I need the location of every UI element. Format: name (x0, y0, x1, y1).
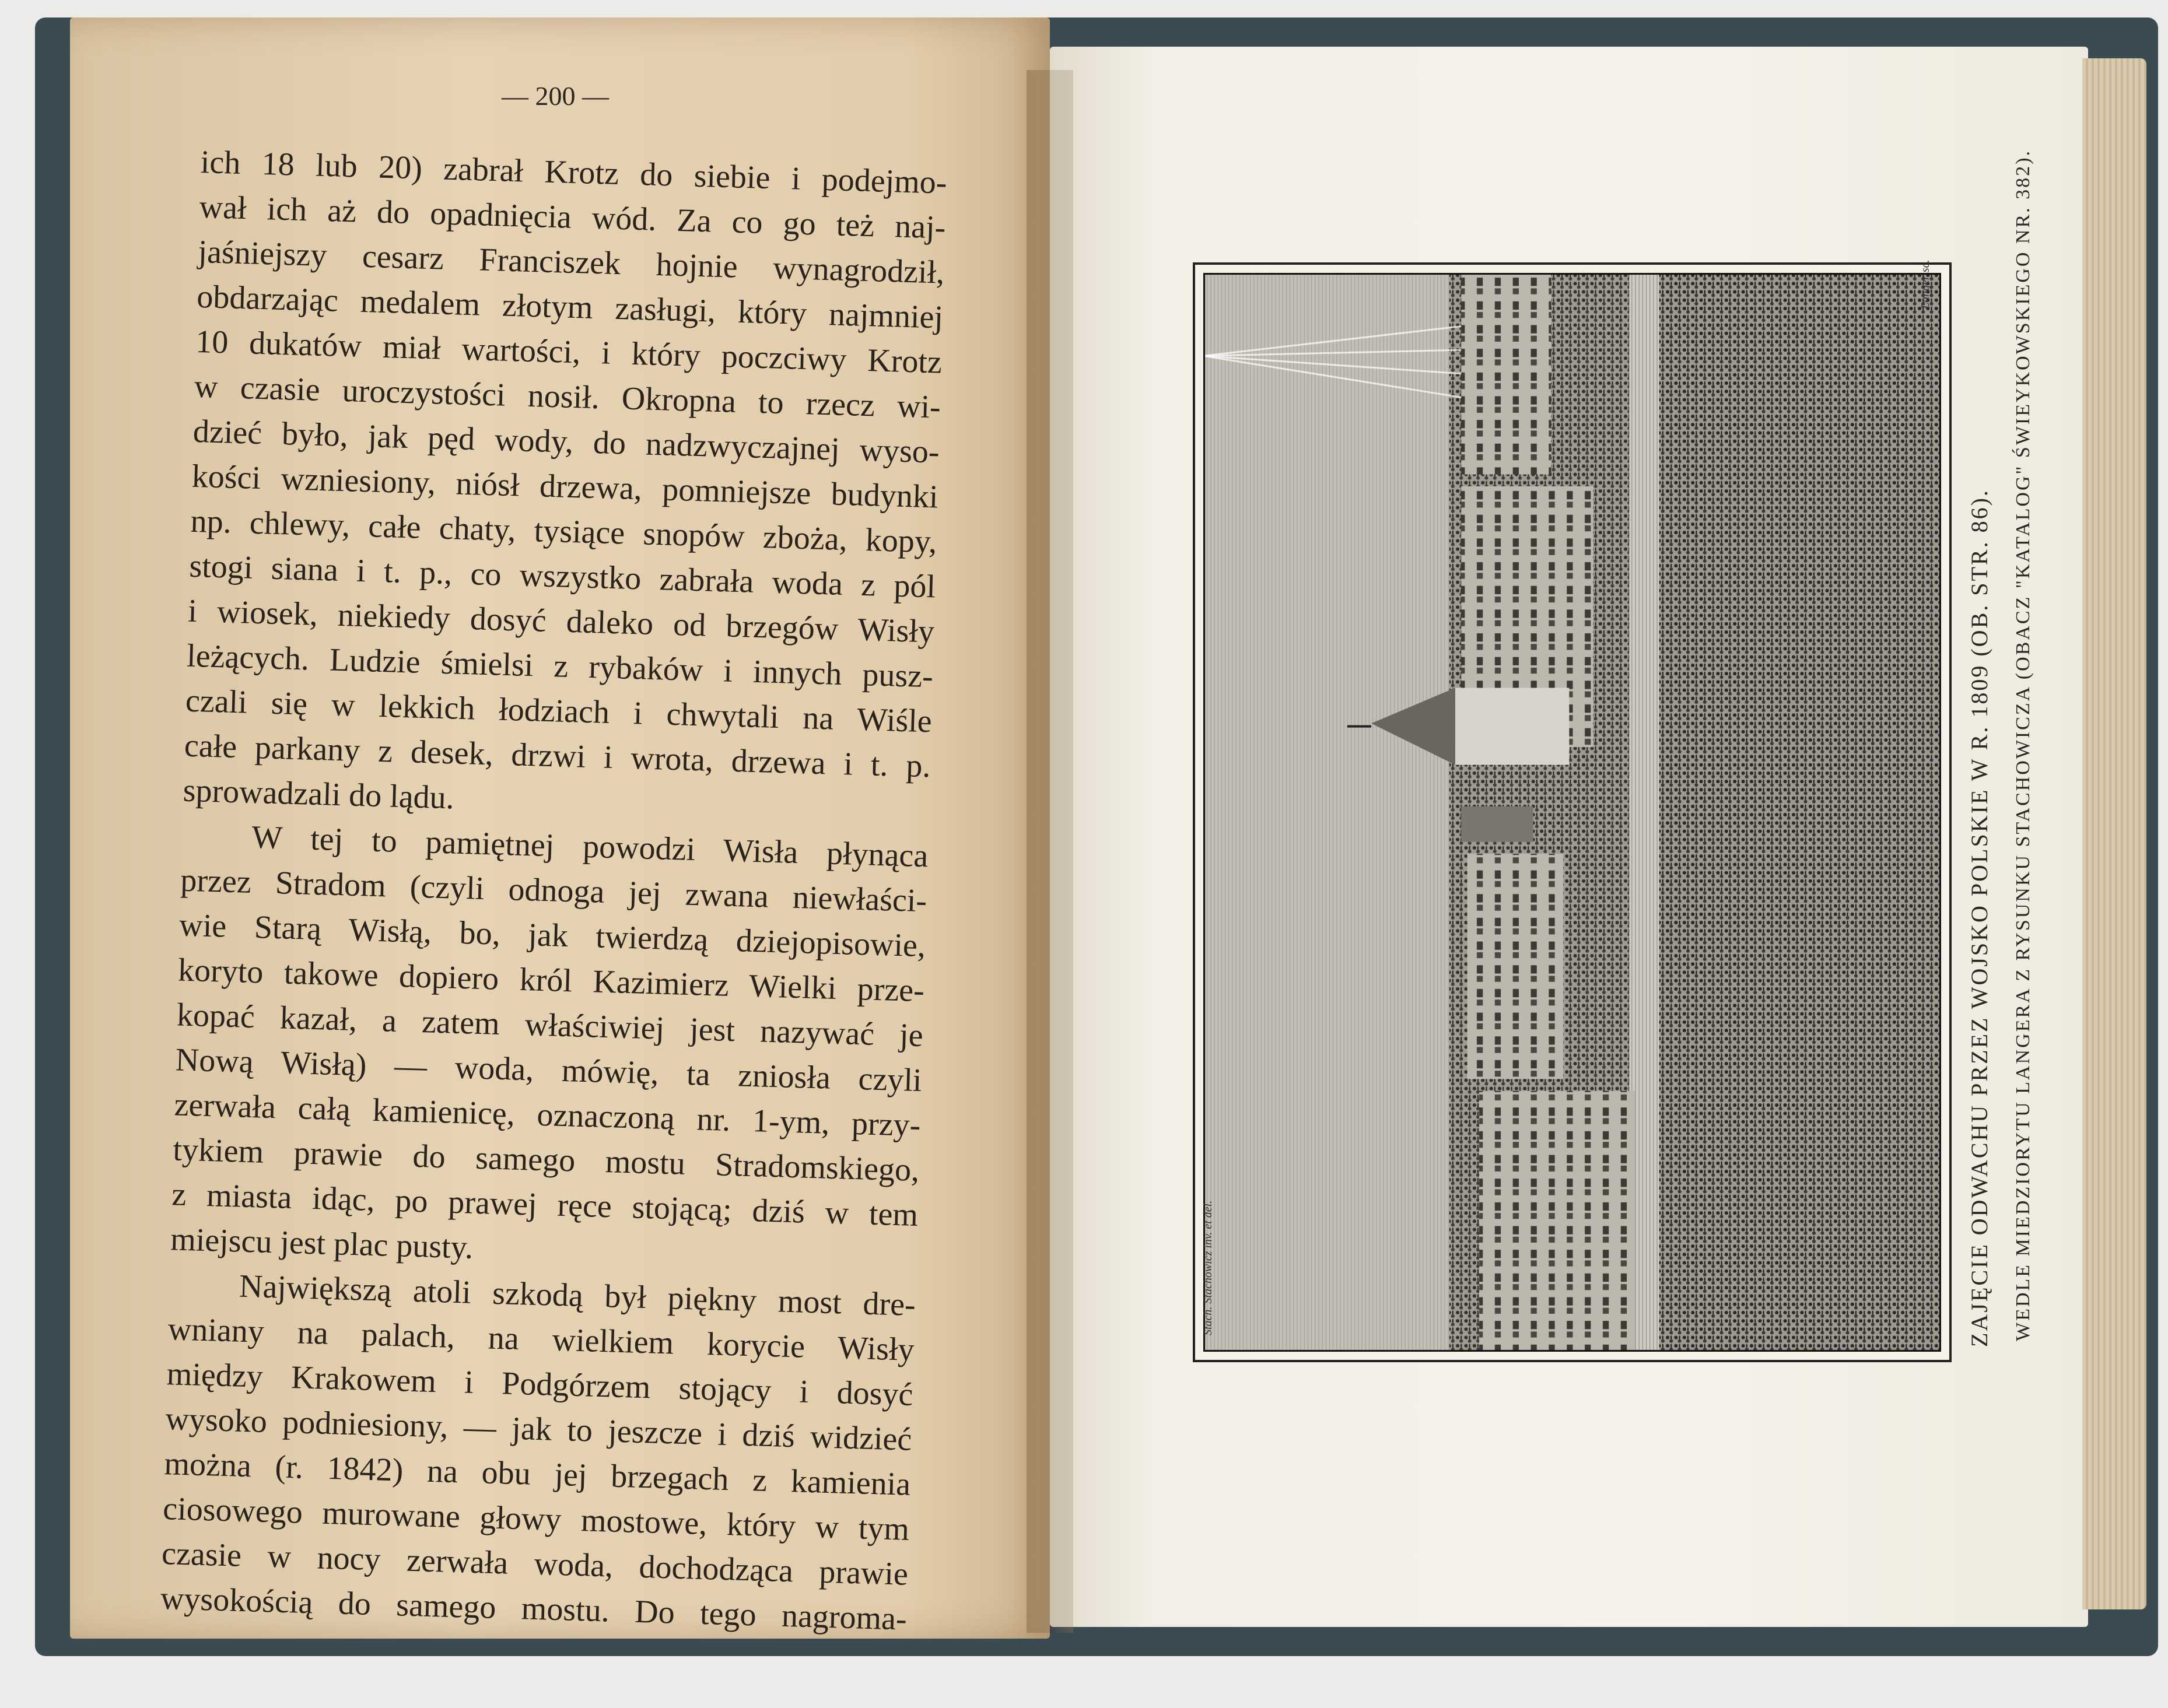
text-line: wie Starą Wisłą, bo, jak twierdzą dziejopisowie, (178, 907, 926, 965)
text-line: wał ich aż do opadnięcia wód. Za co go też naj- (198, 188, 947, 246)
text-line: ciosowego murowane głowy mostowe, który w tym (162, 1490, 910, 1548)
text-line: ich 18 lub 20) zabrał Krotz do siebie i podejmo- (200, 143, 948, 201)
text-line: jaśniejszy cesarz Franciszek hojnie wynagrodził, (197, 233, 945, 291)
text-line: tykiem prawie do samego mostu Stradomskiego, (172, 1131, 920, 1189)
text-line: dzieć było, jak pęd wody, do nadzwyczajnej wyso- (192, 413, 940, 471)
text-line: i wiosek, niekiedy dosyć daleko od brzegów Wisły (187, 592, 935, 650)
text-line: Największą atoli szkodą był piękny most dre- (239, 1268, 916, 1323)
book-gutter (1027, 70, 1073, 1633)
text-line: np. chlewy, całe chaty, tysiące snopów zboża, kopy, (190, 503, 938, 560)
page-number: — 200 — (502, 81, 609, 111)
text-line: całe parkany z desek, drzwi i wrota, drzewa i t. p. (184, 727, 931, 785)
engraving-signature-right: Langer sc. (1919, 259, 1932, 309)
text-line: 10 dukatów miał wartości, i który poczciwy Krotz (195, 323, 943, 381)
text-line: wniany na palach, na wielkiem korycie Wisły (167, 1311, 915, 1368)
text-line: w czasie uroczystości nosił. Okropna to rzecz wi- (194, 368, 941, 426)
text-line: sprowadzali do lądu. (182, 772, 455, 816)
left-page-text (160, 140, 947, 1642)
text-line: leżących. Ludzie śmielsi z rybaków i innych pusz- (186, 637, 934, 695)
text-line: zerwała całą kamienicę, oznaczoną nr. 1-ym, przy- (173, 1086, 922, 1144)
text-line: wysoko podniesiony, — jak to jeszcze i dziś widzieć (164, 1401, 913, 1458)
text-line: stogi siana i t. p., co wszystko zabrała woda z pól (188, 548, 936, 605)
text-line: kopać kazał, a zatem właściwiej jest nazywać je (176, 997, 924, 1054)
text-line: czasie w nocy zerwała woda, dochodząca prawie (161, 1535, 909, 1593)
engraving-illustration (1203, 273, 1941, 1352)
text-line: czali się w lekkich łodziach i chwytali na Wiśle (185, 682, 933, 740)
text-line: W tej to pamiętnej powodzi Wisła płynąca (251, 819, 929, 875)
text-line: obdarzając medalem złotym zasługi, który najmniej (196, 278, 944, 336)
caption (1948, 149, 2065, 1353)
text-line: można (r. 1842) na obu jej brzegach z kamienia (163, 1446, 911, 1503)
text-line: przez Stradom (czyli odnoga jej zwana niewłaści- (180, 862, 927, 920)
text-line: koryto takowe dopiero król Kazimierz Wielki prze- (177, 952, 925, 1009)
caption-line-title: ZAJĘCIE ODWACHU PRZEZ WOJSKO POLSKIE W R. 1809 (OB. STR. 86). (1966, 489, 1992, 1347)
page-edges (2082, 58, 2146, 1609)
text-line: między Krakowem i Podgórzem stojący i dosyć (166, 1356, 914, 1413)
engraving-frame (1193, 259, 1952, 1362)
engraving-signature-left: Stach. Stachowicz inv. et del. (1202, 1200, 1214, 1335)
text-line: miejscu jest plac pusty. (170, 1221, 474, 1266)
text-line: Nową Wisłą) — woda, mówię, ta zniosła czyli (175, 1041, 923, 1099)
text-line: wysokością do samego mostu. Do tego nagroma- (160, 1580, 908, 1637)
text-line: z miasta idąc, po prawej ręce stojącą; dziś w tem (171, 1176, 919, 1234)
caption-line-source: WEDLE MIEDZIORYTU LANGERA Z RYSUNKU STACHOWICZA (OBACZ "KATALOG" ŚWIEYKOWSKIEGO NR. 382). (2012, 149, 2034, 1341)
text-line: kości wzniesiony, niósł drzewa, pomniejsze budynki (191, 458, 939, 515)
